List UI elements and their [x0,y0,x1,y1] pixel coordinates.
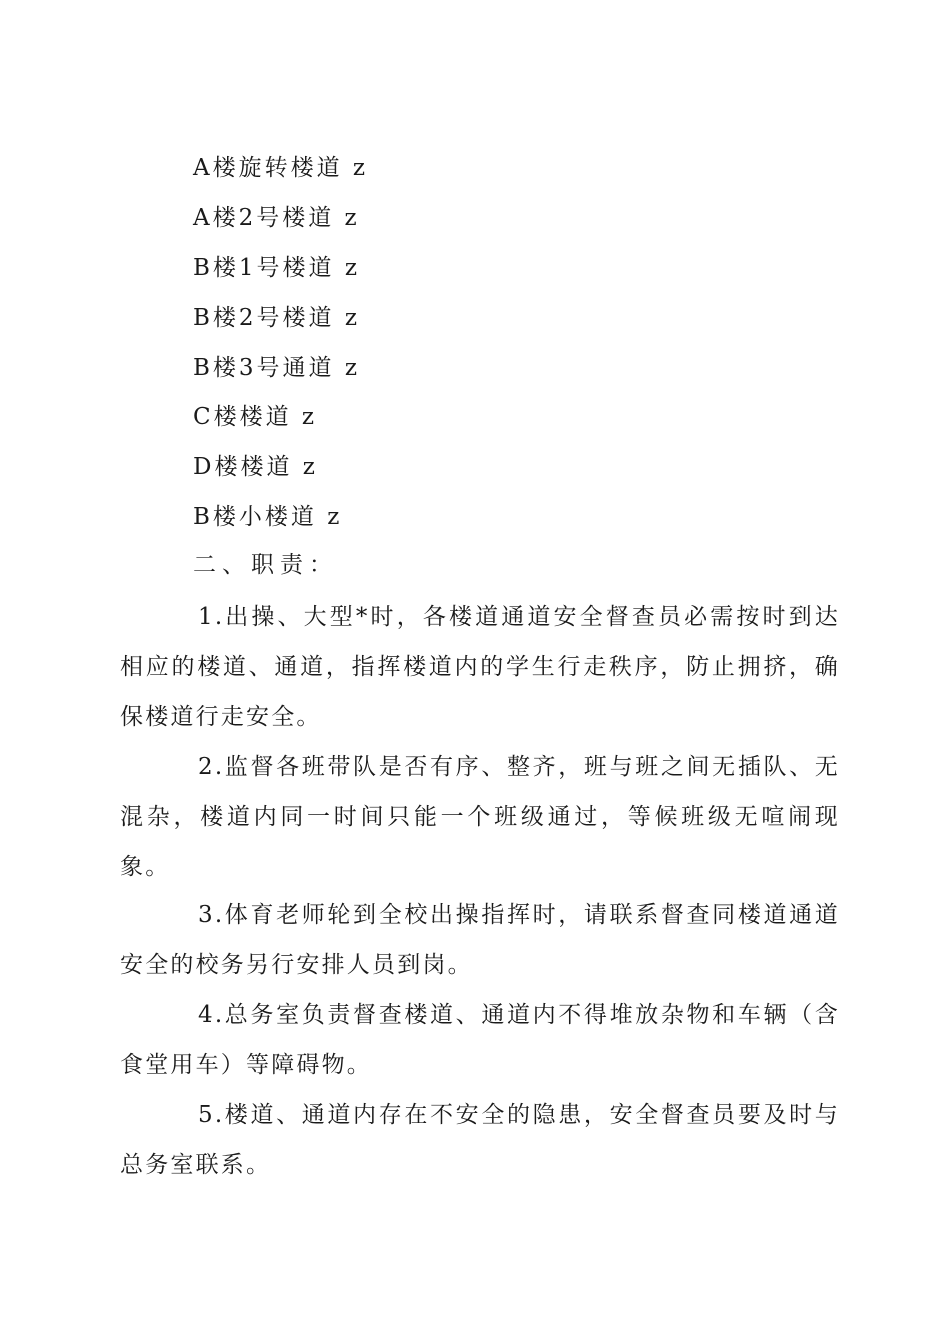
list-item: B楼1号楼道 z [193,255,360,281]
list-item: B楼2号楼道 z [193,305,360,331]
list-item: D楼楼道 z [193,454,318,480]
list-item: A楼旋转楼道 z [193,155,369,181]
paragraph-5: 5.楼道、通道内存在不安全的隐患，安全督查员要及时与总务室联系。 [120,1102,840,1178]
list-item: A楼2号楼道 z [193,205,360,231]
list-item: B楼小楼道 z [193,504,343,530]
list-item: B楼3号通道 z [193,355,360,381]
section-heading: 二、职责： [193,552,338,578]
paragraph-2: 2.监督各班带队是否有序、整齐，班与班之间无插队、无混杂，楼道内同一时间只能一个班级通过，等候班级无喧闹现象。 [120,754,840,880]
list-item: C楼楼道 z [193,404,318,430]
paragraph-4: 4.总务室负责督查楼道、通道内不得堆放杂物和车辆（含食堂用车）等障碍物。 [120,1002,840,1078]
paragraph-1: 1.出操、大型*时，各楼道通道安全督查员必需按时到达相应的楼道、通道，指挥楼道内的学生行走秩序，防止拥挤，确保楼道行走安全。 [120,604,840,730]
paragraph-3: 3.体育老师轮到全校出操指挥时，请联系督查同楼道通道安全的校务另行安排人员到岗。 [120,902,840,978]
